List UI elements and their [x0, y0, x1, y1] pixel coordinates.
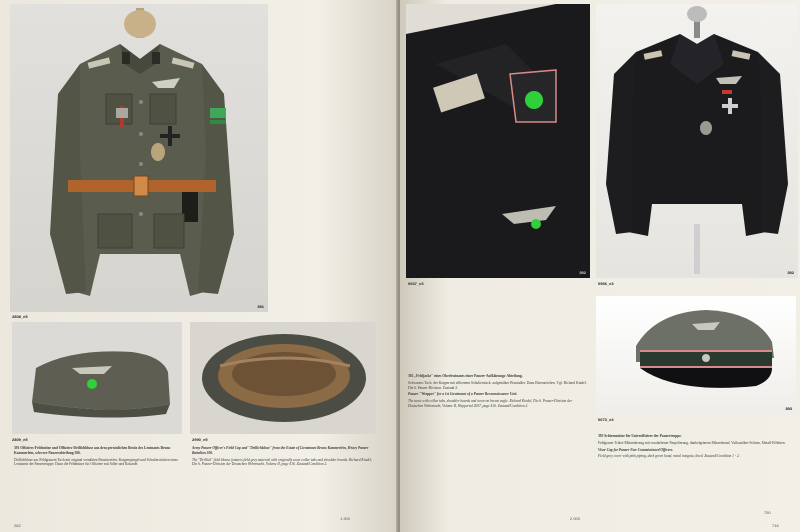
lot-392-description — [408, 374, 588, 411]
estimate: 2.000 — [570, 516, 581, 521]
lot-body-en: The tunic with collar tabs, shoulder boards and sewn-on breast eagle. Richard Kindel, Die 6. Panzer-Division der Deutschen Wehrmacht, Volume II, Wuppertal 2007, page 416. Zustand/Condition 2. — [408, 399, 573, 408]
lot-body-en: Field grey cover with pink piping, dark green band, metal insignia, lined. Zustand/Condition 1 - 2. — [598, 454, 740, 459]
cap-interior-photo — [190, 322, 376, 434]
panzer-jacket-closeup-photo — [406, 4, 590, 278]
photo-caption: 2990_e5 — [192, 437, 208, 442]
lot-body: Schwarzes Tuch, der Kragen mit silbernem Schulterstück, aufgenähter Brustadler. Dazu Ehrenzeichen. Vgl. Richard Kindel, Die 6. Panzer-Division. Zustand 2. — [408, 380, 587, 390]
page-number: 716 — [772, 523, 779, 528]
page-number: 282 — [14, 523, 21, 528]
photo-caption: 0673_e4 — [598, 417, 614, 422]
panzer-jacket-full-photo — [596, 4, 798, 278]
estimate: 1.300 — [340, 516, 351, 521]
panzer-jacket-full-image — [596, 4, 798, 278]
lot-heading: 393 Schirmmütze für Unteroffiziere der Panzertruppe. — [598, 434, 682, 438]
lot-body: Drillichbluse aus Feldgrauem Tuch mit original vernähten Bruststreifen, Kragenspiegel und Schulterstücken eines Leutnants der Panzertruppe. Dazu die Feldmütze für Offiziere mit Adler und Kokarde. — [14, 457, 178, 467]
lot-number-label: 392 — [787, 270, 794, 275]
tunic-photo — [10, 4, 268, 312]
lot-body: The "Drillich" field blouse features field grey material with originally sewn collar tabs and shoulder boards. Richard Kindel, Die 6. Panzer-Division der Deutschen Wehrmacht, Volume II, page 416. Zustand/Condition 2. — [192, 457, 372, 467]
visor-cap-photo — [596, 296, 796, 414]
lot-body: Feldgrauer Trikot-Mützenbezug mit rosafarbener Paspelierung, dunkelgrünem Mützenband, Vulkanfiber-Schirm, Metall-Effekten. — [598, 440, 786, 445]
photo-caption: 2809_e5 — [12, 437, 28, 442]
photo-caption: 0966_e3 — [598, 281, 614, 286]
lot-number-label: 392 — [579, 270, 586, 275]
lot-393-description — [598, 434, 788, 461]
lot-heading: Army Panzer Officer's Field Cap and "Drillichbluse" from the Estate of Lieutenant Bruno Kammerlein, Heavy Panzer Battalion 506. — [192, 446, 369, 455]
photo-caption: 0947_e3 — [408, 281, 424, 286]
german-description — [14, 446, 184, 469]
lot-number-label: 393 — [785, 406, 792, 411]
left-page — [0, 0, 398, 532]
photo-caption: 2808_e5 — [12, 314, 28, 319]
field-cap-image — [12, 322, 182, 434]
lot-number-label: 391 — [257, 304, 264, 309]
lot-heading: 391 Offiziers-Feldmütze und Offiziers-Drillichbluse aus dem persönlichen Besitz des Leutnants Bruno Kammerlein, schwere Panzerabteilung 506. — [14, 446, 171, 455]
right-page — [400, 0, 800, 532]
estimate: 750 — [764, 510, 771, 515]
visor-cap-image — [596, 296, 796, 414]
field-tunic-image — [10, 4, 268, 312]
panzer-jacket-closeup-image — [406, 4, 590, 278]
lot-heading-en: Panzer "Wrapper" for a 1st Lieutenant of a Panzer Reconnaissance Unit. — [408, 392, 518, 397]
lot-heading-en: Visor Cap for Panzer Non-Commissioned Officers. — [598, 447, 674, 452]
english-description — [192, 446, 372, 469]
field-cap-photo — [12, 322, 182, 434]
cap-interior-image — [190, 322, 376, 434]
lot-heading: 392 „Feldjacke" eines Oberleutnants einer Panzer-Aufklärungs-Abteilung. — [408, 374, 523, 378]
